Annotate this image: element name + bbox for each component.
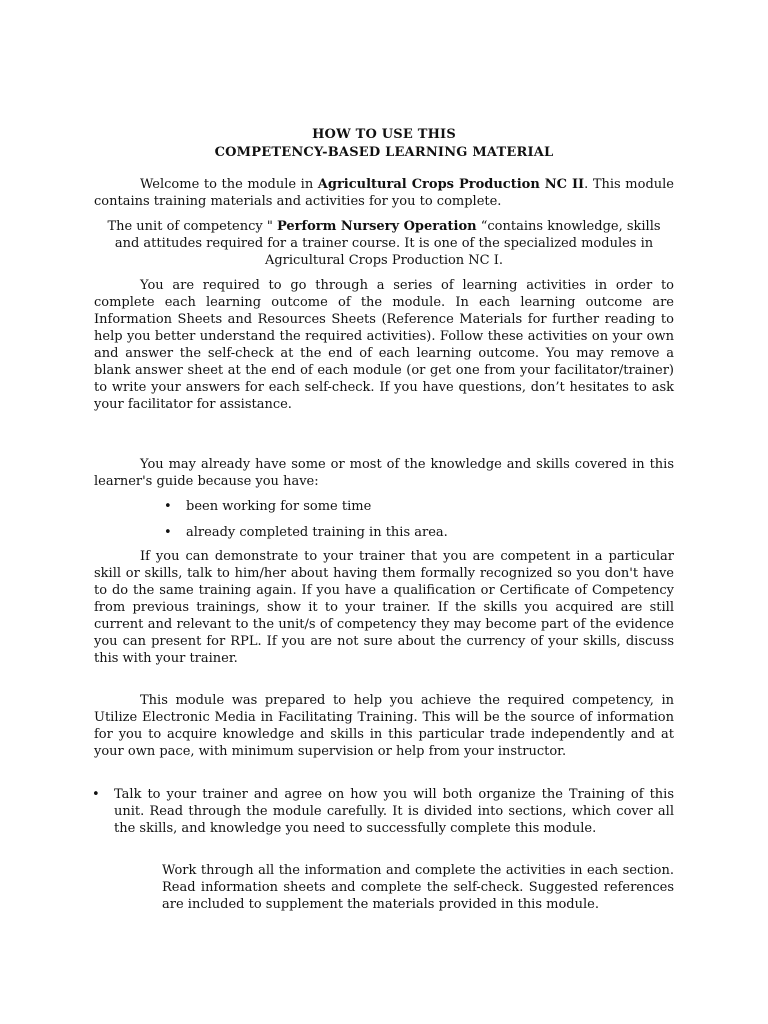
bullet-icon: • [164, 525, 172, 540]
intro-course-name: Agricultural Crops Production NC II [317, 177, 585, 192]
instructions-list [90, 786, 674, 837]
intro-lead: Welcome to the module in [140, 177, 318, 192]
work-through-text: Work through all the information and complete the activities in each section. Read information sheets and complete the self-check. Suggested references are included to supplement the materials provided in this module. [162, 863, 674, 912]
list-item [162, 524, 672, 541]
list-item [90, 786, 674, 837]
recognition-paragraph [94, 548, 674, 667]
list-item [162, 498, 672, 515]
unit-lead: The unit of competency " [107, 219, 277, 234]
list-item-text: already completed training in this area. [186, 525, 448, 540]
learning-activities-paragraph [94, 277, 674, 413]
unit-competency-name: Perform Nursery Operation [276, 219, 477, 234]
list-item-text: Talk to your trainer and agree on how you will both organize the Training of this unit. Read through the module carefully. It is divided into sections, which cover all the skills, and knowledge you need to successfully complete this module. [114, 787, 674, 836]
prior-experience-list [162, 498, 672, 541]
unit-paragraph [94, 218, 674, 269]
heading-line-2: COMPETENCY-BASED LEARNING MATERIAL [214, 145, 554, 160]
list-item-text: been working for some time [186, 499, 372, 514]
module-purpose-paragraph [94, 692, 674, 760]
recognition-text: If you can demonstrate to your trainer that you are competent in a particular skill or skills, talk to him/her about having them formally recognized so you don't have to do the same training again. If you have a qualification or Certificate of Competency from previous trainings, show it to your trainer. If the skills you acquired are still current and relevant to the unit/s of competency they may become part of the evidence you can present for RPL. If you are not sure about the currency of your skills, discuss this with your trainer. [94, 549, 674, 666]
bullet-icon: • [164, 499, 172, 514]
intro-paragraph [94, 176, 674, 210]
learning-activities-text: You are required to go through a series of learning activities in order to complete each learning outcome of the module. In each learning outcome are Information Sheets and Resources Sheets (Reference Materials for further reading to help you better understand the required activities). Follow these activities on your own and answer the self-check at the end of each learning outcome. You may remove a blank answer sheet at the end of each module (or get one from your facilitator/trainer) to write your answers for each self-check. If you have questions, don’t hesitates to ask your facilitator for assistance. [94, 278, 674, 412]
bullet-icon: • [92, 787, 100, 802]
work-through-paragraph [162, 862, 674, 913]
prior-knowledge-paragraph [94, 456, 674, 490]
unit-tail: “contains knowledge, skills and attitudes required for a trainer course. It is one of the specialized modules in Agricultural Crops Production NC I. [114, 219, 661, 268]
module-purpose-text: This module was prepared to help you achieve the required competency, in Utilize Electronic Media in Facilitating Training. This will be the source of information for you to acquire knowledge and skills in this particular trade independently and at your own pace, with minimum supervision or help from your instructor. [94, 693, 674, 759]
heading-line-1: HOW TO USE THIS [312, 127, 456, 142]
intro-tail: . This module contains training materials and activities for you to complete. [94, 177, 674, 209]
prior-knowledge-text: You may already have some or most of the knowledge and skills covered in this learner's guide because you have: [94, 457, 674, 489]
